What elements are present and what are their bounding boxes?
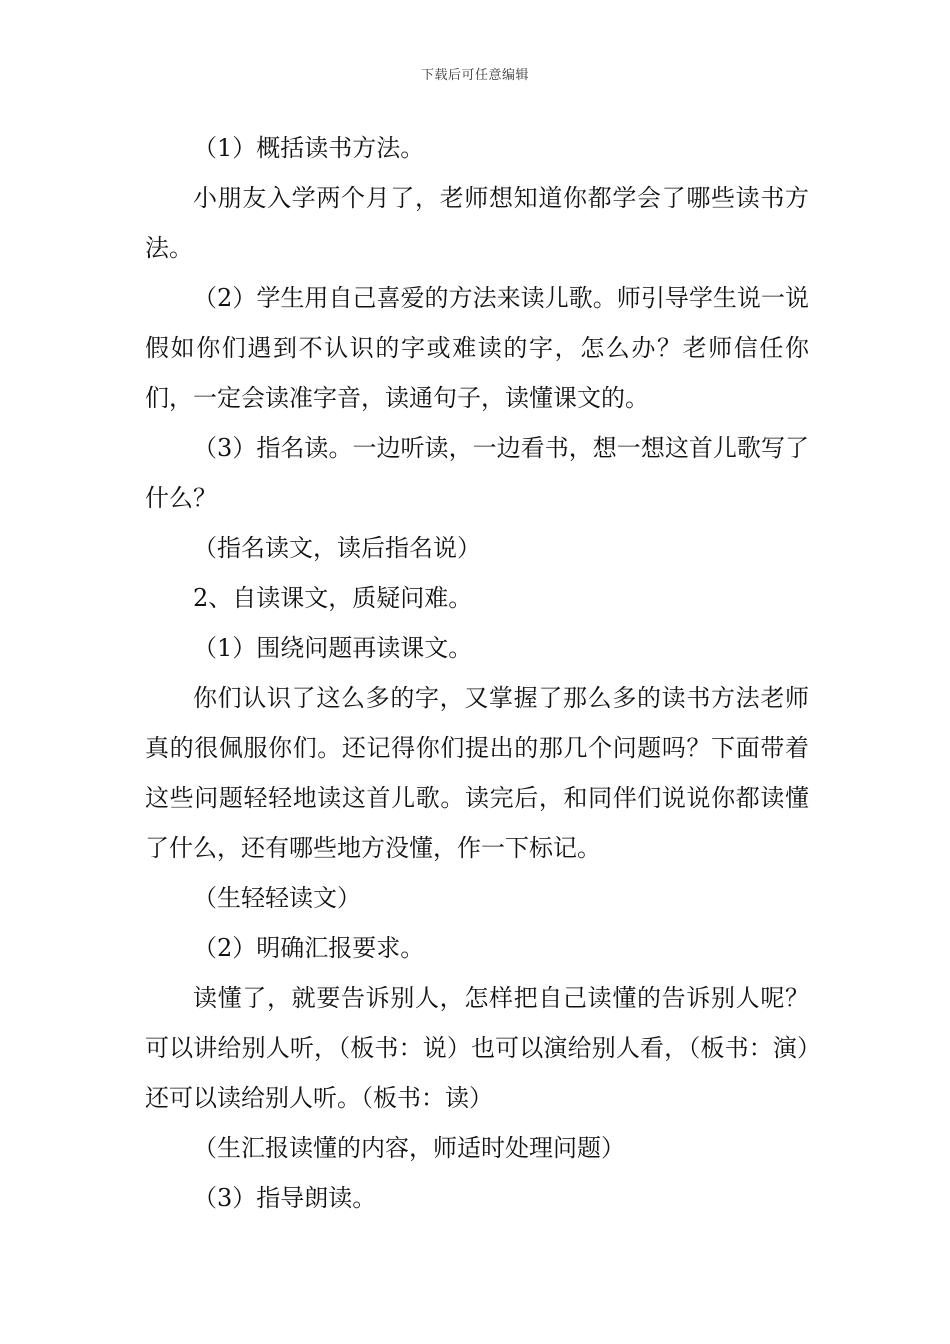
- document-body: [145, 123, 809, 1223]
- paragraph: 读懂了，就要告诉别人，怎样把自己读懂的告诉别人呢？可以讲给别人听，（板书：说）也可以演给别人看，（板书：演）还可以读给别人听。（板书：读）: [145, 984, 809, 1112]
- paragraph: （1）概括读书方法。: [193, 134, 425, 162]
- paragraph: 2、自读课文，质疑问难。: [193, 584, 473, 612]
- paragraph: （生汇报读懂的内容，师适时处理问题）: [193, 1134, 625, 1162]
- paragraph: （生轻轻读文）: [193, 884, 361, 912]
- paragraph: 小朋友入学两个月了，老师想知道你都学会了哪些读书方法。: [145, 184, 809, 262]
- paragraph: （3）指导朗读。: [193, 1184, 377, 1212]
- paragraph: 你们认识了这么多的字，又掌握了那么多的读书方法老师真的很佩服你们。还记得你们提出的那几个问题吗？下面带着这些问题轻轻地读这首儿歌。读完后，和同伴们说说你都读懂了什么，还有哪些地方没懂，作一下标记。: [145, 684, 809, 862]
- paragraph: （2）明确汇报要求。: [193, 934, 425, 962]
- paragraph: （3）指名读。一边听读，一边看书，想一想这首儿歌写了什么？: [145, 434, 809, 512]
- paragraph: （1）围绕问题再读课文。: [193, 634, 473, 662]
- paragraph: （指名读文，读后指名说）: [193, 534, 481, 562]
- paragraph: （2）学生用自己喜爱的方法来读儿歌。师引导学生说一说假如你们遇到不认识的字或难读的字，怎么办？老师信任你们，一定会读准字音，读通句子，读懂课文的。: [145, 284, 809, 412]
- page-header: 下载后可任意编辑: [420, 68, 529, 83]
